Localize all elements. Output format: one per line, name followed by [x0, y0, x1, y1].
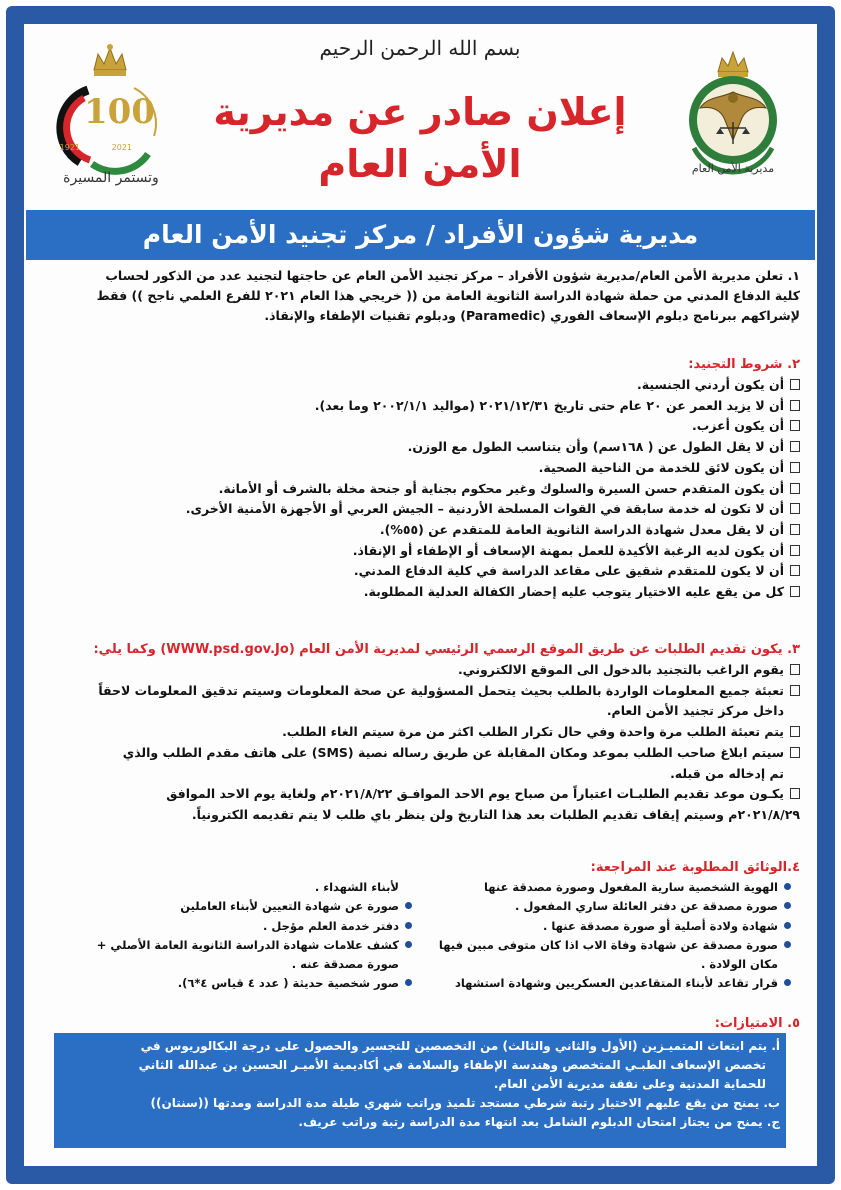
checkbox-icon	[790, 524, 800, 535]
emblem-caption: مديرية الأمن العام	[691, 162, 775, 175]
department-banner: مديرية شؤون الأفراد / مركز تجنيد الأمن العام	[26, 210, 815, 260]
title-line-2: الأمن العام	[318, 142, 522, 186]
condition-item	[40, 520, 800, 541]
privilege-line: تخصص الإسعاف الطبـي المتخصص وهندسة الإطفاء والسلامة في أكاديمية الأميـر الحسين بن عبدالله الثاني	[138, 1058, 766, 1072]
crown-icon	[718, 52, 748, 77]
condition-item	[40, 416, 800, 437]
checkbox-icon	[790, 586, 800, 597]
checkbox-icon	[790, 545, 800, 556]
intro-line: كلية الدفاع المدني من حملة شهادة الدراسة الثانوية العامة من (( خريجي هذا العام ٢٠٢١ للفرع العلمي ناجح )) فقط	[96, 288, 800, 303]
condition-item	[40, 499, 800, 520]
checkbox-icon	[790, 379, 800, 390]
privileges-text	[60, 1037, 780, 1132]
page-title	[190, 86, 650, 190]
document-item: كشف علامات شهادة الدراسة الثانوية العامة الأصلي +	[52, 936, 412, 955]
bullet-icon	[405, 941, 412, 948]
application-section	[40, 640, 800, 826]
condition-text: أن يكون أردني الجنسية.	[637, 377, 784, 392]
condition-item	[40, 375, 800, 396]
basmala: بسم الله الرحمن الرحيم	[319, 36, 521, 60]
document-item: صورة مصدقة عنه .	[291, 957, 399, 972]
privilege-line: ج. يمنح من يجتاز امتحان الدبلوم الشامل بعد انتهاء مدة الدراسة رتبة وراتب عريف.	[298, 1115, 780, 1129]
condition-item	[40, 561, 800, 582]
application-line: سيتم ابلاغ صاحب الطلب بموعد ومكان المقابلة عن طريق رساله نصية (SMS) على هاتف مقدم الطلب والذي	[40, 743, 800, 764]
application-line: تم إدخاله من قبله.	[670, 765, 784, 781]
documents-section	[40, 858, 800, 878]
checkbox-icon	[790, 483, 800, 494]
condition-text: أن يكون أعزب.	[691, 418, 784, 434]
condition-item	[40, 437, 800, 458]
application-line: ٢٠٢١/٨/٢٩م وسيتم إيقاف تقديم الطلبات بعد هذا التاريخ ولن ينظر باي طلب لا يتم تقديمه الكترونياً.	[191, 806, 800, 822]
document-item: صورة مصدقة عن شهادة وفاة الاب اذا كان متوفى مبين فيها	[436, 936, 791, 955]
centennial-end-year: 2021	[111, 143, 132, 152]
conditions-section	[40, 355, 800, 603]
centennial-start-year: 1921	[59, 143, 80, 152]
slogan: وتستمر المسيرة	[63, 170, 159, 186]
condition-text: أن يكون لديه الرغبة الأكيدة للعمل بمهنة الإسعاف أو الإطفاء أو الإنقاذ.	[352, 542, 784, 558]
condition-item	[40, 541, 800, 562]
condition-text: أن لا يكون للمتقدم شقيق على مقاعد الدراسة في كلية الدفاع المدني.	[353, 563, 784, 579]
document-item: صور شخصية حديثة ( عدد ٤ قياس ٤*٦).	[52, 974, 412, 993]
documents-left-column	[52, 878, 412, 994]
application-line: داخل مركز تجنيد الأمن العام.	[606, 703, 784, 719]
condition-text: أن يكون المتقدم حسن السيرة والسلوك وغير محكوم بجناية أو جنحة مخلة بالشرف أو الأمانة.	[218, 480, 784, 496]
condition-item	[40, 396, 800, 417]
centennial-number: 100	[84, 92, 155, 132]
checkbox-icon	[790, 503, 800, 514]
privilege-line: ب. يمنح من يقع عليهم الاختيار رتبة شرطي مستجد تلميذ وراتب شهري طيلة مدة الدراسة ومدتها ((سنتان))	[150, 1096, 780, 1110]
documents-right-column	[436, 878, 791, 994]
privileges-heading: ٥. الامتيازات:	[714, 1016, 800, 1031]
bullet-icon	[784, 979, 791, 986]
bullet-icon	[405, 922, 412, 929]
intro-line: لإشراكهم ببرنامج دبلوم الإسعاف الفوري (Paramedic) ودبلوم تقنيات الإطفاء والإنقاذ.	[264, 308, 800, 323]
checkbox-icon	[790, 685, 800, 696]
condition-item	[40, 582, 800, 603]
document-item: دفتر خدمة العلم مؤجل .	[52, 917, 412, 936]
condition-item	[40, 458, 800, 479]
documents-heading: ٤.الوثائق المطلوبة عند المراجعة:	[590, 860, 800, 875]
bullet-icon	[405, 902, 412, 909]
document-item: لأبناء الشهداء .	[314, 880, 399, 894]
condition-text: أن يكون لائق للخدمة من الناحية الصحية.	[538, 459, 784, 475]
bullet-icon	[784, 902, 791, 909]
condition-text: أن لا يقل الطول عن ( ١٦٨سم) وأن يتناسب الطول مع الوزن.	[407, 439, 784, 455]
checkbox-icon	[790, 726, 800, 737]
document-item: شهادة ولادة أصلية أو صورة مصدقة عنها .	[436, 917, 791, 936]
bullet-icon	[784, 922, 791, 929]
intro-section	[40, 266, 800, 326]
checkbox-icon	[790, 565, 800, 576]
application-line: يقوم الراغب بالتجنيد بالدخول الى الموقع الالكتروني.	[40, 660, 800, 681]
condition-text: أن لا يزيد العمر عن ٢٠ عام حتى تاريخ ٢٠٢١/١٢/٣١ (مواليد ٢٠٠٢/١/١ وما بعد).	[314, 397, 784, 413]
privileges-section	[40, 1014, 800, 1034]
checkbox-icon	[790, 788, 800, 799]
conditions-heading: ٢. شروط التجنيد:	[688, 357, 800, 372]
document-item: صورة مصدقة عن دفتر العائلة ساري المفعول .	[436, 897, 791, 916]
condition-text: أن لا يقل معدل شهادة الدراسة الثانوية العامة للمتقدم عن (٥٥%).	[379, 521, 784, 537]
checkbox-icon	[790, 400, 800, 411]
condition-text: كل من يقع عليه الاختيار يتوجب عليه إحضار الكفالة العدلية المطلوبة.	[363, 584, 784, 600]
checkbox-icon	[790, 462, 800, 473]
intro-line: ١. تعلن مديرية الأمن العام/مديرية شؤون الأفراد – مركز تجنيد الأمن العام عن حاجتها لتجنيد عدد من الذكور لحساب	[105, 268, 800, 283]
checkbox-icon	[790, 664, 800, 675]
title-line-1: إعلان صادر عن مديرية	[213, 90, 627, 134]
public-security-emblem	[672, 48, 794, 198]
document-item: مكان الولادة .	[700, 957, 778, 972]
condition-text: أن لا تكون له خدمة سابقة في القوات المسلحة الأردنية – الجيش العربي أو الأجهزة الأمنية الأخرى.	[185, 501, 784, 517]
application-line: تعبئة جميع المعلومات الواردة بالطلب بحيث يتحمل المسؤولية عن صحة المعلومات وسيتم تدقيق المعلومات لاحقاً	[40, 681, 800, 702]
bullet-icon	[784, 941, 791, 948]
checkbox-icon	[790, 747, 800, 758]
checkbox-icon	[790, 420, 800, 431]
checkbox-icon	[790, 441, 800, 452]
application-line: يكـون موعد تقديم الطلبـات اعتباراً من صباح يوم الاحد الموافـق ٢٠٢١/٨/٢٢م ولغاية يوم الاحد الموافق	[40, 784, 800, 805]
bullet-icon	[405, 979, 412, 986]
privilege-line: للحماية المدنية وعلى نفقة مديرية الأمن العام.	[493, 1077, 766, 1091]
crown-icon	[94, 44, 126, 76]
condition-item	[40, 479, 800, 500]
application-heading: ٣. يكون تقديم الطلبات عن طريق الموقع الرسمي الرئيسي لمديرية الأمن العام (WWW.psd.gov.Jo) وكما يلي:	[93, 642, 800, 657]
privilege-line: أ. يتم ابتعاث المتميـزين (الأول والثاني والثالث) من التخصصين للتجسير والحصول على درجة البكالوريوس في	[140, 1039, 780, 1053]
document-item: الهوية الشخصية سارية المفعول وصورة مصدقة عنها	[436, 878, 791, 897]
bullet-icon	[784, 883, 791, 890]
document-item: قرار تقاعد لأبناء المتقاعدين العسكريين وشهادة استشهاد	[436, 974, 791, 993]
document-item: صورة عن شهادة التعيين لأبناء العاملين	[52, 897, 412, 916]
application-line: يتم تعبئة الطلب مرة واحدة وفي حال تكرار الطلب اكثر من مرة سيتم الغاء الطلب.	[40, 722, 800, 743]
